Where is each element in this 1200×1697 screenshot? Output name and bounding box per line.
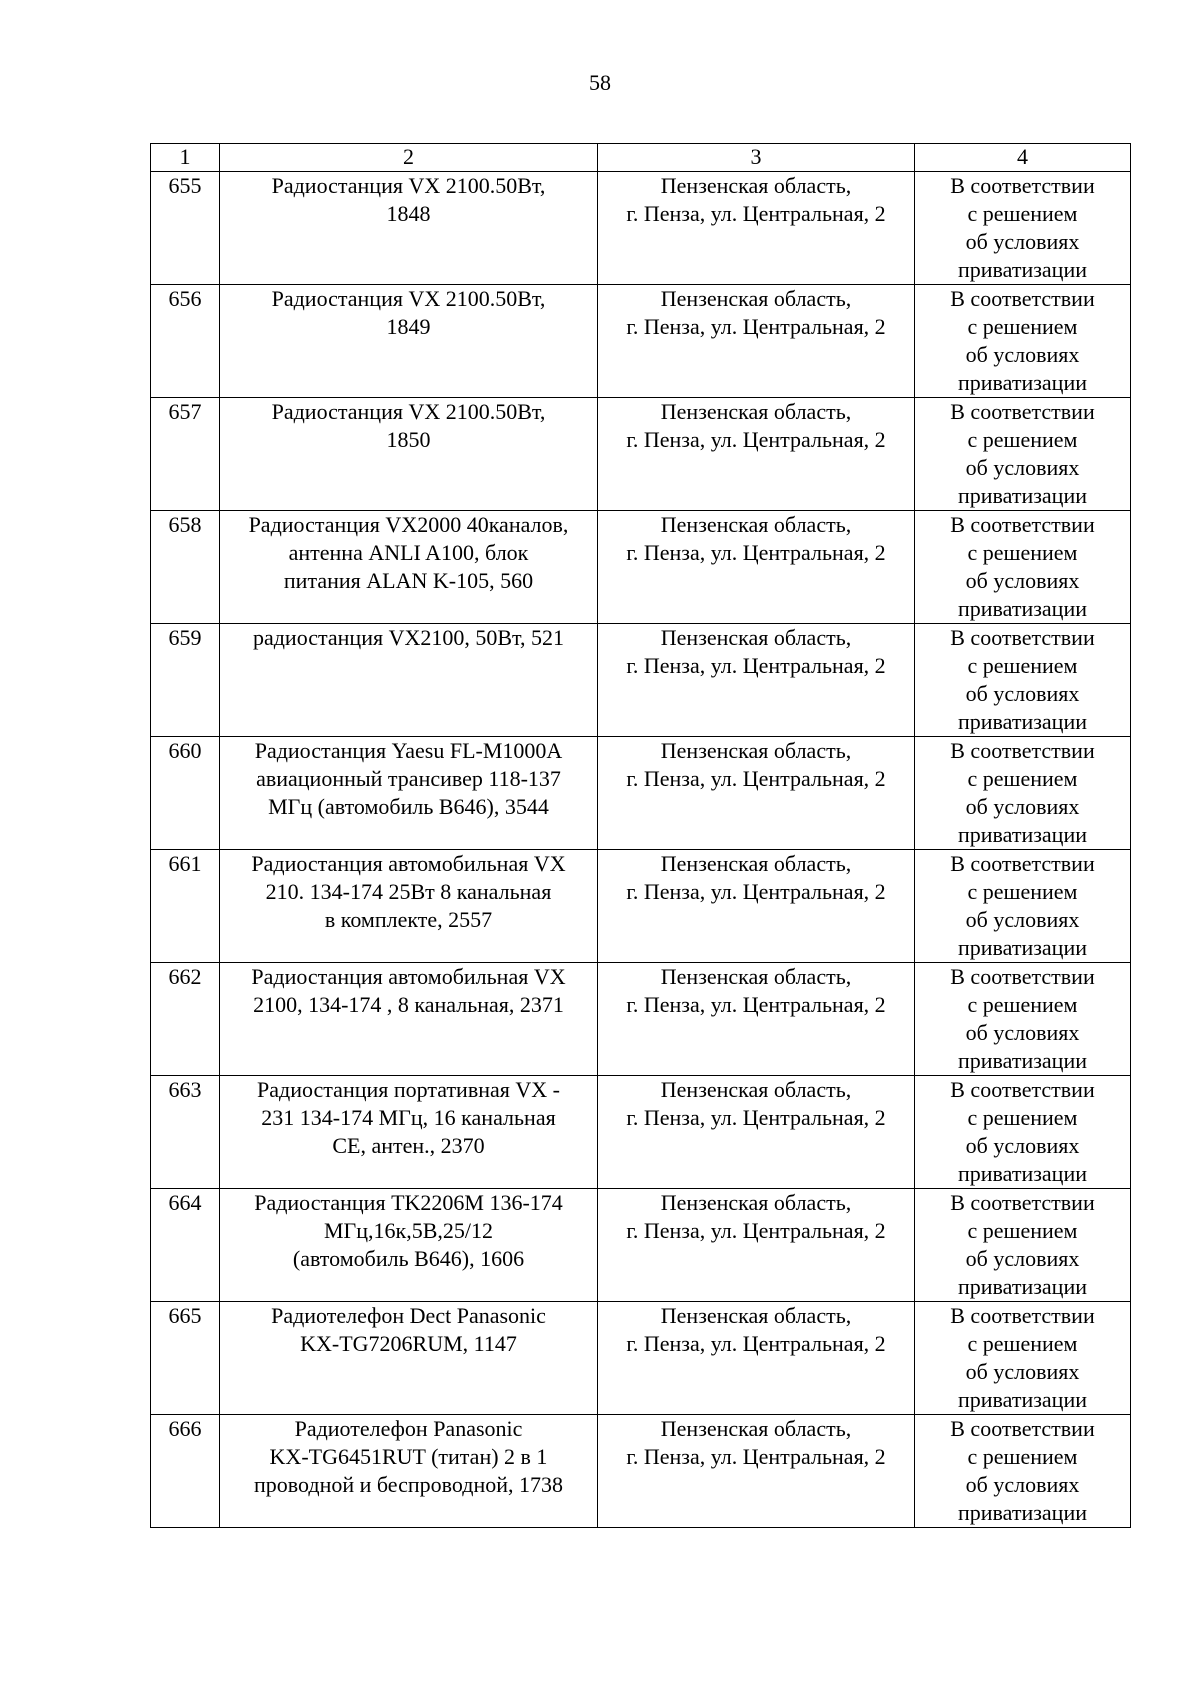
header-col-2: 2	[220, 144, 598, 172]
item-address: Пензенская область, г. Пенза, ул. Центральная, 2	[598, 285, 915, 398]
row-number: 656	[151, 285, 220, 398]
item-address: Пензенская область, г. Пенза, ул. Центральная, 2	[598, 1415, 915, 1528]
item-name: Радиотелефон Panasonic KX-TG6451RUT (титан) 2 в 1 проводной и беспроводной, 1738	[220, 1415, 598, 1528]
table-row	[151, 511, 1131, 624]
item-address: Пензенская область, г. Пенза, ул. Центральная, 2	[598, 1302, 915, 1415]
item-basis: В соответствии с решением об условиях приватизации	[915, 850, 1131, 963]
property-table	[150, 143, 1131, 1528]
row-number: 658	[151, 511, 220, 624]
item-basis: В соответствии с решением об условиях приватизации	[915, 285, 1131, 398]
table-body	[151, 172, 1131, 1528]
item-basis: В соответствии с решением об условиях приватизации	[915, 1415, 1131, 1528]
header-col-1: 1	[151, 144, 220, 172]
item-name: Радиостанция портативная VX - 231 134-174 МГц, 16 канальная CE, антен., 2370	[220, 1076, 598, 1189]
row-number: 664	[151, 1189, 220, 1302]
table-row	[151, 398, 1131, 511]
item-basis: В соответствии с решением об условиях приватизации	[915, 1302, 1131, 1415]
table-row	[151, 1189, 1131, 1302]
table-row	[151, 1302, 1131, 1415]
row-number: 662	[151, 963, 220, 1076]
item-name: Радиостанция автомобильная VX 2100, 134-174 , 8 канальная, 2371	[220, 963, 598, 1076]
item-address: Пензенская область, г. Пенза, ул. Центральная, 2	[598, 511, 915, 624]
table-row	[151, 1076, 1131, 1189]
item-basis: В соответствии с решением об условиях приватизации	[915, 624, 1131, 737]
item-name: Радиостанция автомобильная VX 210. 134-174 25Вт 8 канальная в комплекте, 2557	[220, 850, 598, 963]
item-basis: В соответствии с решением об условиях приватизации	[915, 172, 1131, 285]
table-header	[151, 144, 1131, 172]
item-address: Пензенская область, г. Пенза, ул. Центральная, 2	[598, 737, 915, 850]
table-row	[151, 1415, 1131, 1528]
item-name: Радиостанция VX 2100.50Вт, 1850	[220, 398, 598, 511]
row-number: 661	[151, 850, 220, 963]
row-number: 660	[151, 737, 220, 850]
item-address: Пензенская область, г. Пенза, ул. Центральная, 2	[598, 963, 915, 1076]
row-number: 663	[151, 1076, 220, 1189]
table-row	[151, 850, 1131, 963]
item-address: Пензенская область, г. Пенза, ул. Центральная, 2	[598, 1076, 915, 1189]
item-name: Радиотелефон Dect Panasonic KX-TG7206RUM, 1147	[220, 1302, 598, 1415]
item-name: радиостанция VX2100, 50Вт, 521	[220, 624, 598, 737]
item-address: Пензенская область, г. Пенза, ул. Центральная, 2	[598, 1189, 915, 1302]
table-row	[151, 737, 1131, 850]
row-number: 665	[151, 1302, 220, 1415]
item-address: Пензенская область, г. Пенза, ул. Центральная, 2	[598, 172, 915, 285]
table-row	[151, 963, 1131, 1076]
table-row	[151, 285, 1131, 398]
item-name: Радиостанция VX2000 40каналов, антенна ANLI A100, блок питания ALAN K-105, 560	[220, 511, 598, 624]
header-col-3: 3	[598, 144, 915, 172]
item-name: Радиостанция TK2206M 136-174 МГц,16к,5В,25/12 (автомобиль В646), 1606	[220, 1189, 598, 1302]
item-basis: В соответствии с решением об условиях приватизации	[915, 963, 1131, 1076]
table-row	[151, 624, 1131, 737]
item-name: Радиостанция VX 2100.50Вт, 1849	[220, 285, 598, 398]
item-basis: В соответствии с решением об условиях приватизации	[915, 1189, 1131, 1302]
item-basis: В соответствии с решением об условиях приватизации	[915, 511, 1131, 624]
page-number: 58	[589, 70, 611, 95]
item-address: Пензенская область, г. Пенза, ул. Центральная, 2	[598, 850, 915, 963]
item-address: Пензенская область, г. Пенза, ул. Центральная, 2	[598, 624, 915, 737]
row-number: 659	[151, 624, 220, 737]
table-row	[151, 172, 1131, 285]
item-name: Радиостанция VX 2100.50Вт, 1848	[220, 172, 598, 285]
row-number: 655	[151, 172, 220, 285]
item-basis: В соответствии с решением об условиях приватизации	[915, 398, 1131, 511]
item-basis: В соответствии с решением об условиях приватизации	[915, 1076, 1131, 1189]
item-address: Пензенская область, г. Пенза, ул. Центральная, 2	[598, 398, 915, 511]
row-number: 666	[151, 1415, 220, 1528]
header-col-4: 4	[915, 144, 1131, 172]
item-basis: В соответствии с решением об условиях приватизации	[915, 737, 1131, 850]
header-row	[151, 144, 1131, 172]
row-number: 657	[151, 398, 220, 511]
item-name: Радиостанция Yaesu FL-M1000A авиационный трансивер 118-137 МГц (автомобиль В646), 3544	[220, 737, 598, 850]
